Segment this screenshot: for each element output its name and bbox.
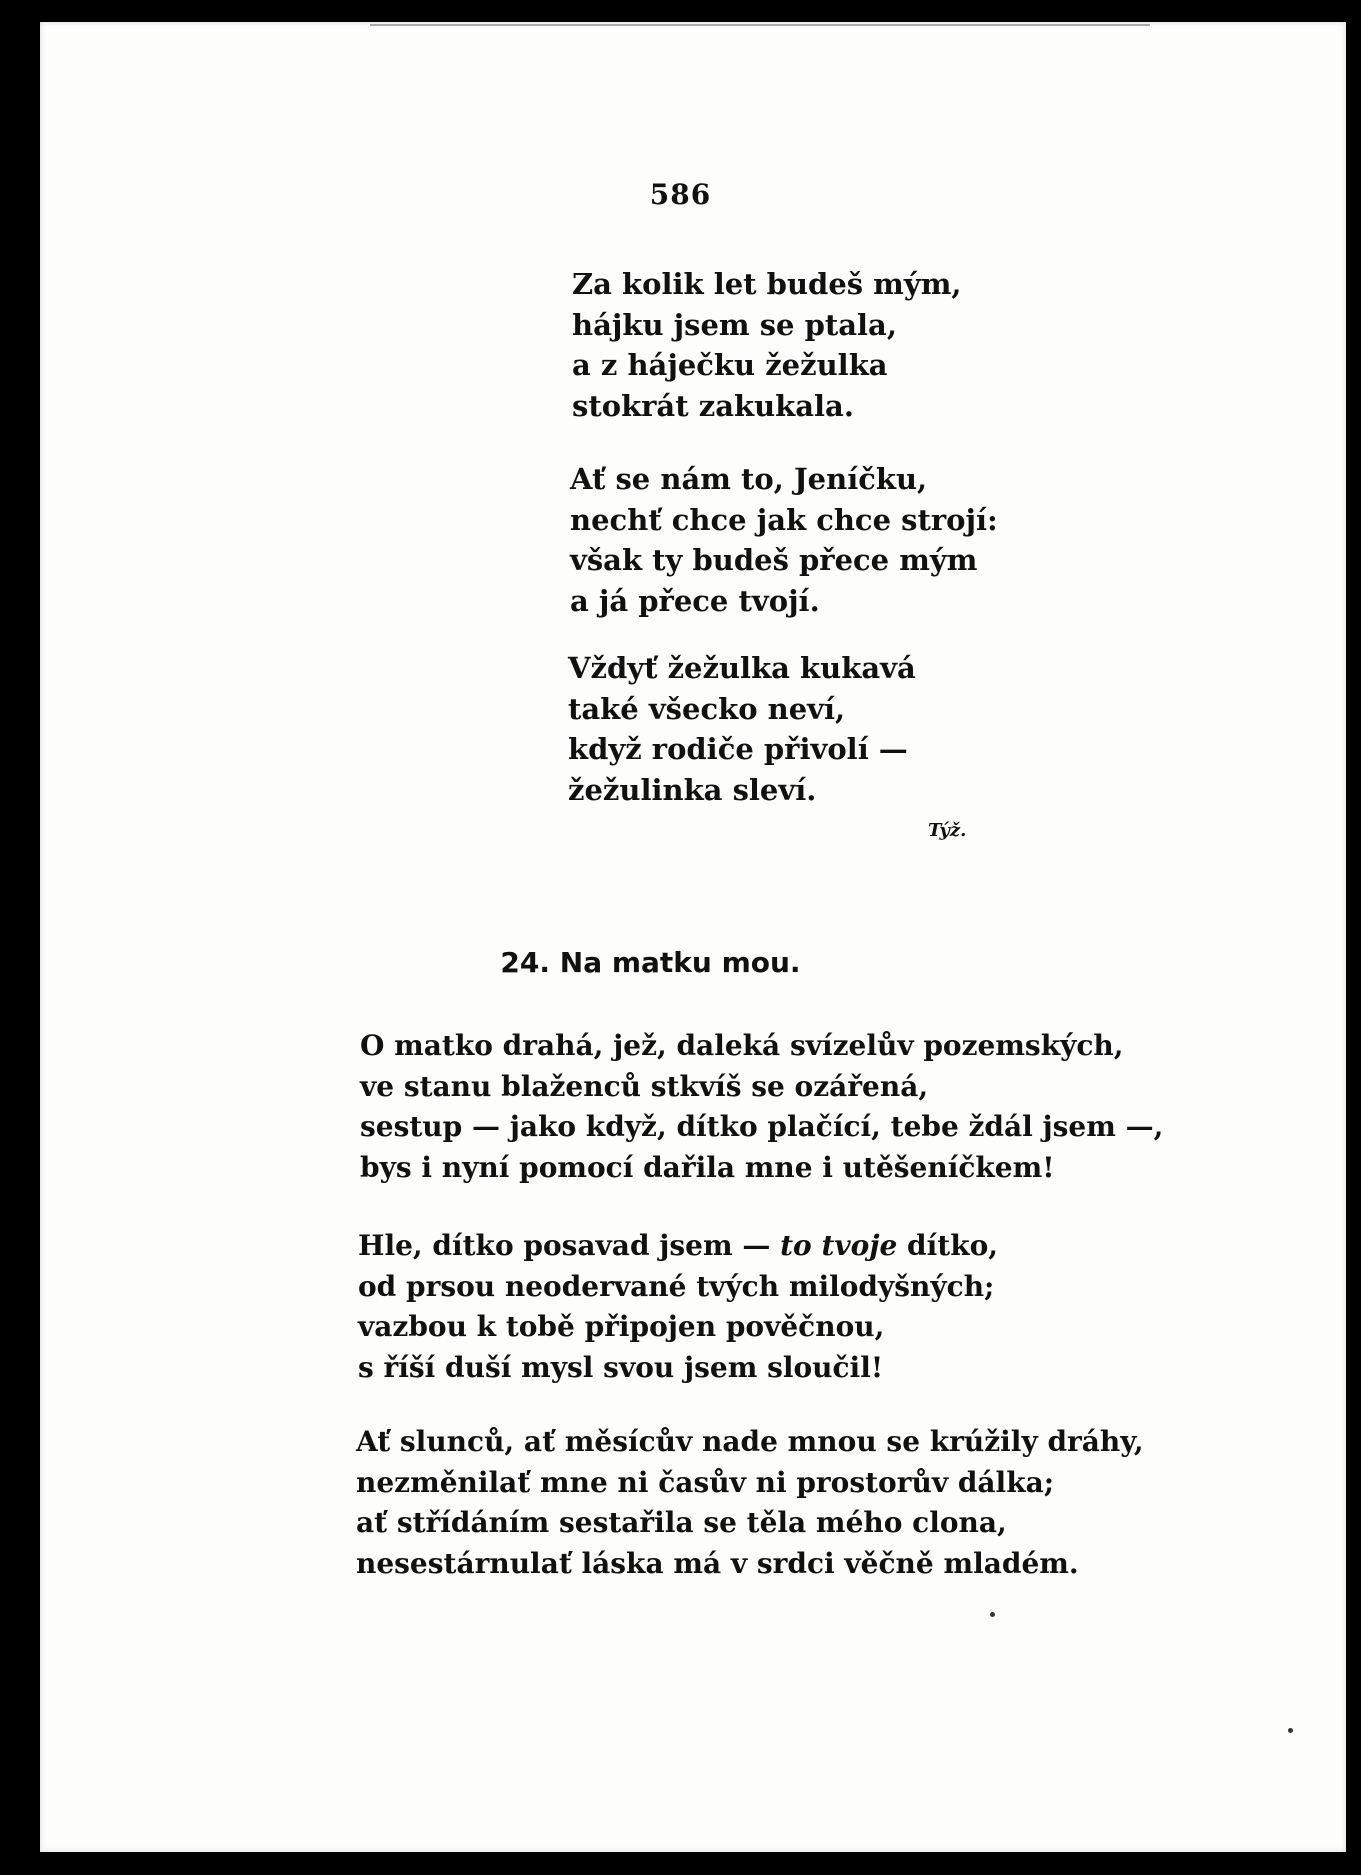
- verse-line: žežulinka sleví.: [568, 772, 817, 807]
- page-number: 586: [649, 178, 712, 211]
- verse-line: když rodiče přivolí —: [568, 732, 908, 766]
- verse-line: a já přece tvojí.: [570, 583, 820, 618]
- scan-speck: [1288, 1728, 1293, 1733]
- poem1-stanza-2: [570, 459, 998, 621]
- verse-line: bys i nyní pomocí dařila mne i utěšeníčkem!: [360, 1150, 1055, 1184]
- verse-line: hájku jsem se ptala,: [572, 307, 897, 342]
- verse-text: dítko,: [897, 1229, 999, 1262]
- verse-line: však ty budeš přece mým: [570, 543, 978, 577]
- poem1-stanza-1: [572, 264, 962, 426]
- section-title: 24. Na matku mou.: [500, 946, 801, 979]
- poem2-stanza-2: [358, 1226, 998, 1388]
- verse-line: Za kolik let budeš mým,: [572, 267, 962, 301]
- verse-text: Hle, dítko posavad jsem —: [358, 1229, 781, 1262]
- poem2-stanza-1: [360, 1026, 1163, 1188]
- verse-line: Vždyť žežulka kukavá: [568, 651, 916, 685]
- verse-line: nechť chce jak chce strojí:: [570, 502, 998, 537]
- verse-line: [358, 1226, 998, 1267]
- verse-line: stokrát zakukala.: [572, 388, 854, 423]
- verse-line: nezměnilať mne ni časův ni prostorův dálka;: [356, 1465, 1055, 1499]
- verse-line: a z háječku žežulka: [572, 348, 888, 382]
- poem-attribution: Týž.: [928, 820, 967, 841]
- verse-line: také všecko neví,: [568, 691, 846, 726]
- scan-speck: [990, 1612, 995, 1617]
- verse-line: ať střídáním sestařila se těla mého clona,: [356, 1506, 1007, 1539]
- verse-line: Ať se nám to, Jeníčku,: [570, 462, 928, 496]
- poem1-stanza-3: [568, 648, 916, 810]
- verse-line: O matko drahá, jež, daleká svízelův pozemských,: [360, 1029, 1124, 1062]
- verse-line: s říší duší mysl svou jsem sloučil!: [358, 1350, 884, 1384]
- verse-line: od prsou neodervané tvých milodyšných;: [358, 1269, 995, 1303]
- poem2-stanza-3: [356, 1422, 1144, 1584]
- verse-line: vazbou k tobě připojen pověčnou,: [358, 1310, 885, 1343]
- scan-edge-line: [370, 24, 1150, 26]
- verse-line: Ať slunců, ať měsícův nade mnou se krúžily dráhy,: [356, 1425, 1144, 1458]
- italic-emphasis: to tvoje: [780, 1229, 898, 1262]
- verse-line: ve stanu blaženců stkvíš se ozářená,: [360, 1069, 929, 1103]
- verse-line: nesestárnulať láska má v srdci věčně mladém.: [356, 1546, 1079, 1580]
- verse-line: sestup — jako když, dítko plačící, tebe ždál jsem —,: [360, 1110, 1164, 1143]
